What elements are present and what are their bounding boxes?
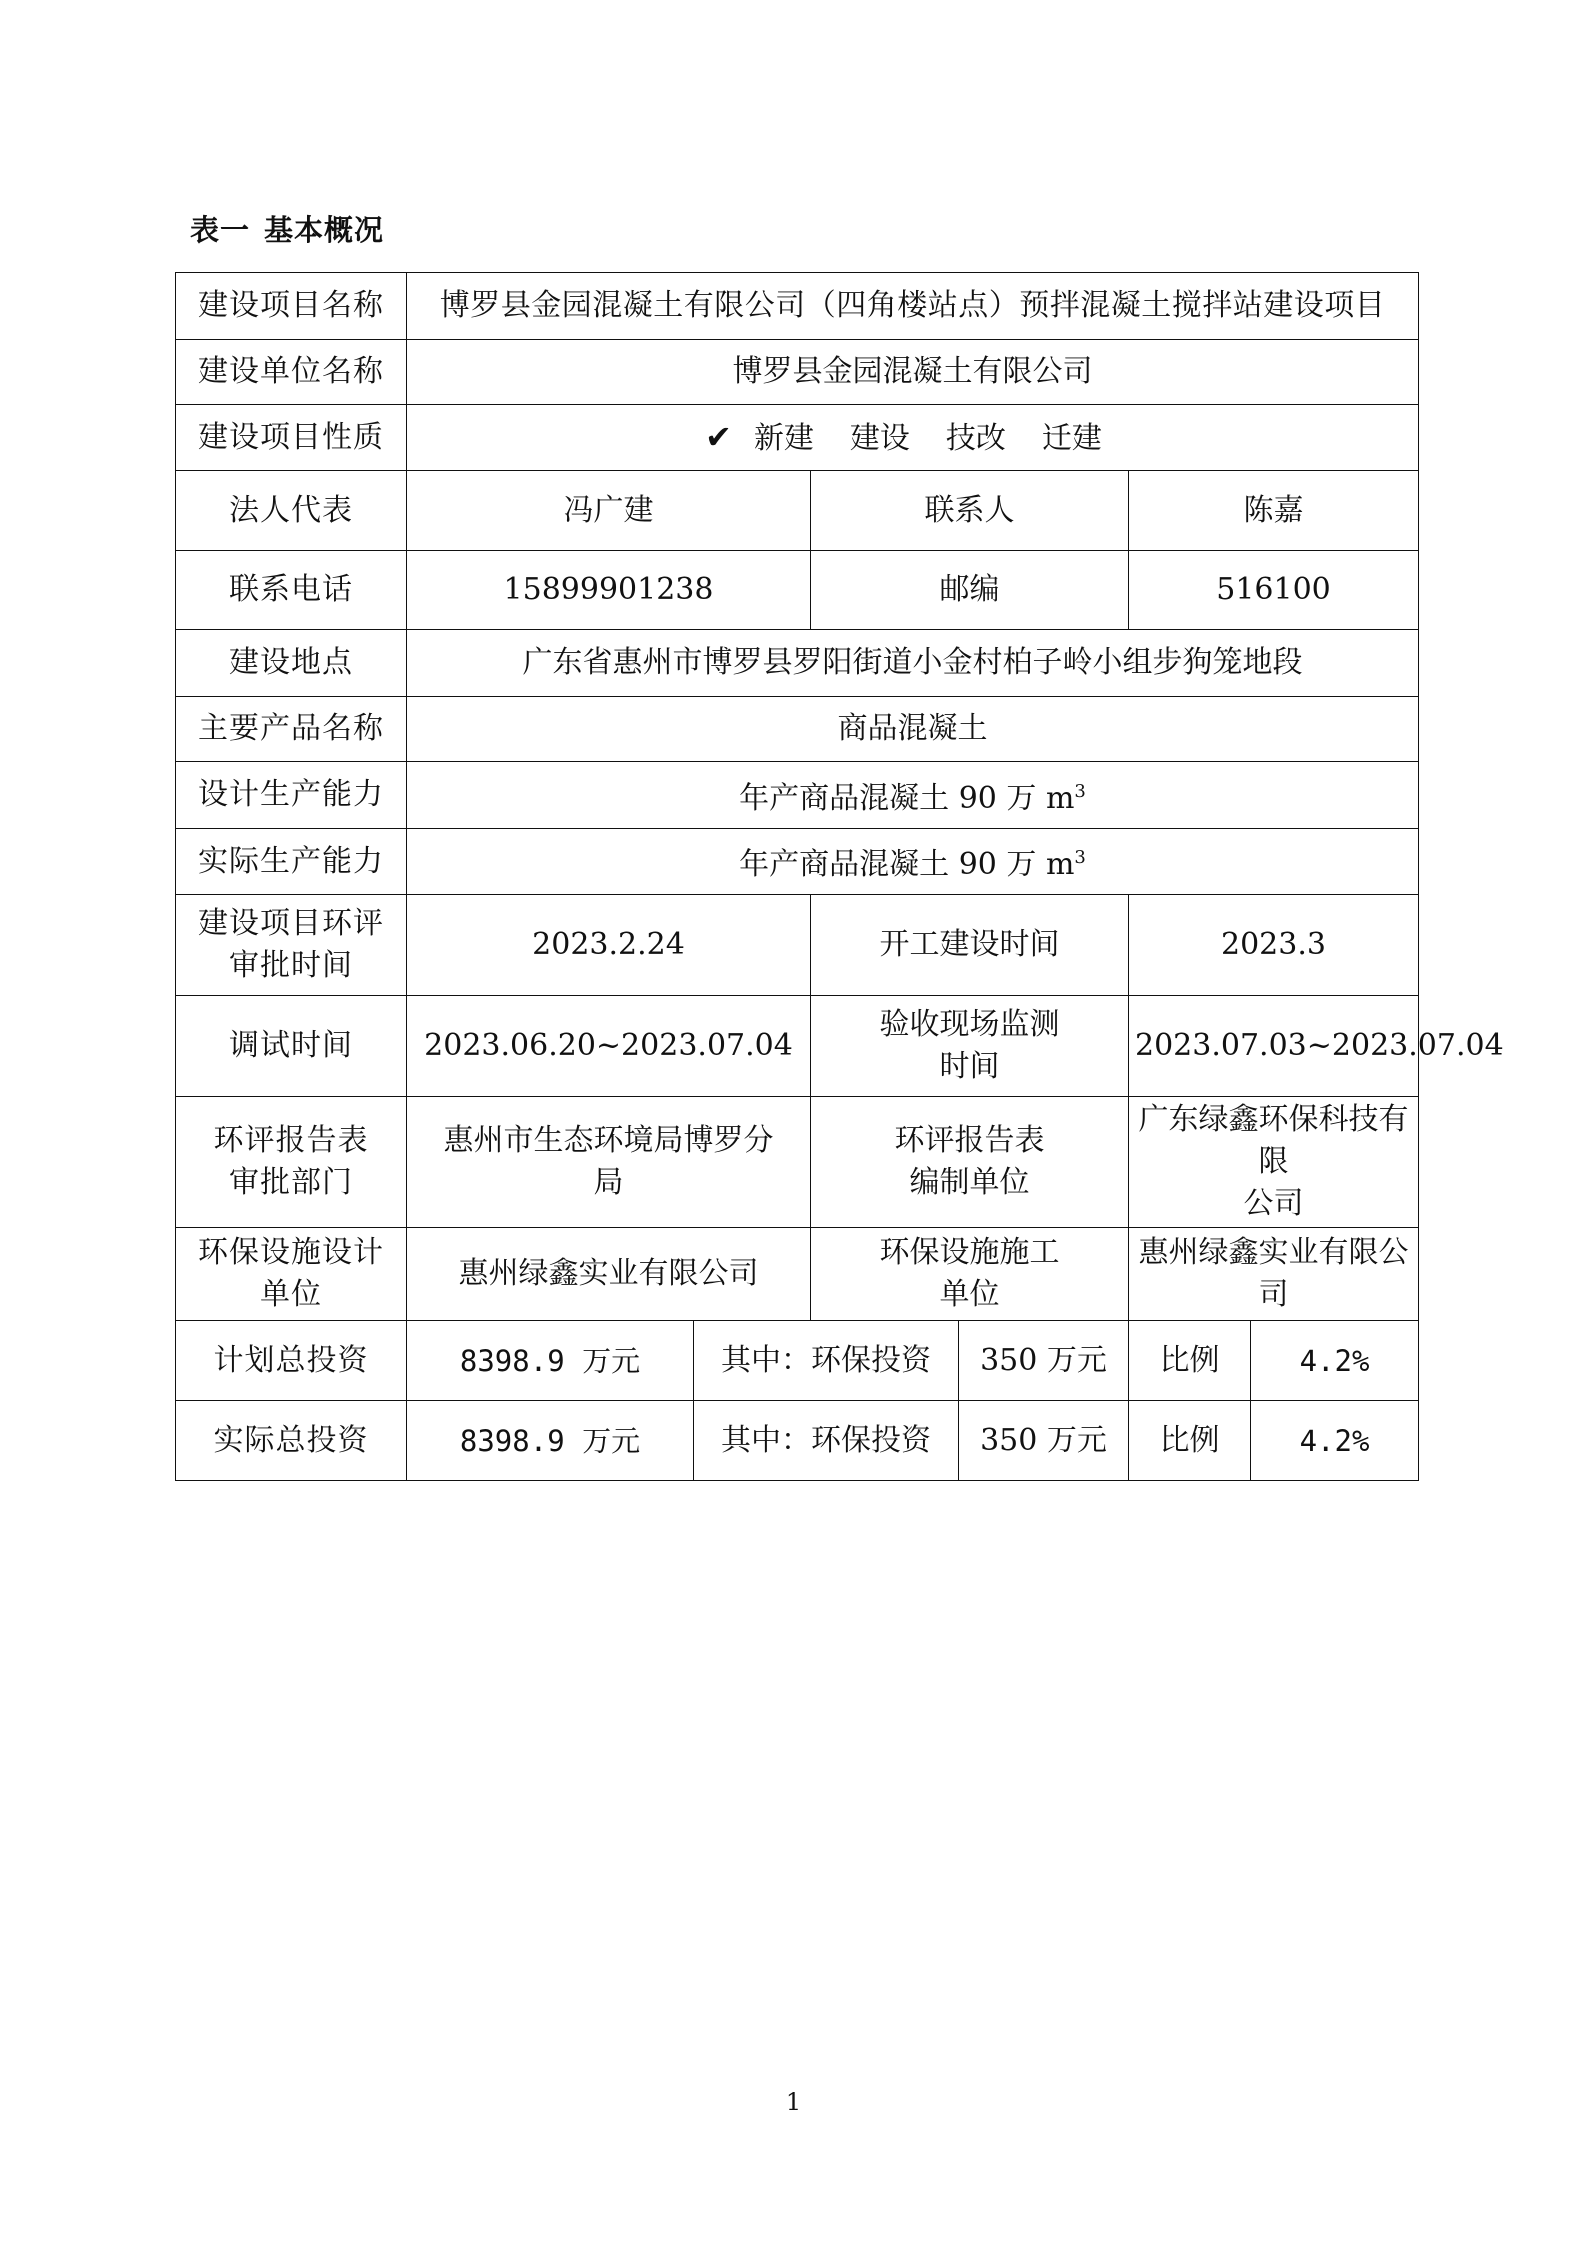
eia-dept-value	[407, 1097, 811, 1228]
start-construction-label: 开工建设时间	[811, 895, 1129, 996]
table-row	[176, 1401, 1419, 1481]
nature-options	[407, 405, 1419, 471]
nature-label: 建设项目性质	[176, 405, 407, 471]
eia-approval-label	[176, 895, 407, 996]
monitoring-label-line1: 验收现场监测	[879, 1007, 1060, 1042]
eia-approval-value: 2023.2.24	[407, 895, 811, 996]
nature-option-upgrade: 技改	[945, 420, 1006, 456]
table-number: 表一	[190, 213, 251, 247]
table-row	[176, 1228, 1419, 1321]
table-row	[176, 1097, 1419, 1228]
nature-option-new: 新建	[753, 420, 814, 456]
unit-name-value: 博罗县金园混凝土有限公司	[407, 340, 1419, 405]
eia-approval-label-line1: 建设项目环评	[198, 906, 384, 941]
location-value: 广东省惠州市博罗县罗阳街道小金村柏子岭小组步狗笼地段	[407, 630, 1419, 697]
legal-rep-value: 冯广建	[407, 471, 811, 551]
actual-invest-label: 实际总投资	[176, 1401, 407, 1481]
postcode-value: 516100	[1129, 551, 1419, 630]
table-title: 基本概况	[264, 213, 385, 247]
eia-compiler-label	[811, 1097, 1129, 1228]
monitoring-value: 2023.07.03~2023.07.04	[1129, 996, 1419, 1097]
table-row	[176, 551, 1419, 630]
table-row	[176, 1321, 1419, 1401]
eia-dept-label-line2: 审批部门	[229, 1165, 353, 1200]
product-value: 商品混凝土	[407, 697, 1419, 762]
actual-ratio-value: 4.2%	[1251, 1401, 1419, 1481]
env-construction-label	[811, 1228, 1129, 1321]
table-row	[176, 405, 1419, 471]
debug-value: 2023.06.20~2023.07.04	[407, 996, 811, 1097]
actual-env-invest-label: 其中：环保投资	[694, 1401, 959, 1481]
phone-label: 联系电话	[176, 551, 407, 630]
eia-dept-label	[176, 1097, 407, 1228]
actual-invest-total: 8398.9 万元	[407, 1401, 694, 1481]
planned-env-invest-label: 其中：环保投资	[694, 1321, 959, 1401]
eia-compiler-value-line1: 广东绿鑫环保科技有限	[1138, 1102, 1409, 1179]
eia-compiler-label-line2: 编制单位	[909, 1165, 1030, 1200]
debug-label: 调试时间	[176, 996, 407, 1097]
phone-value: 15899901238	[407, 551, 811, 630]
planned-invest-label: 计划总投资	[176, 1321, 407, 1401]
project-name-value: 博罗县金园混凝土有限公司（四角楼站点）预拌混凝土搅拌站建设项目	[407, 273, 1419, 340]
table-row	[176, 340, 1419, 405]
table-row	[176, 762, 1419, 829]
table-row	[176, 829, 1419, 895]
actual-capacity-label: 实际生产能力	[176, 829, 407, 895]
actual-capacity-value: 年产商品混凝土 90 万 m	[739, 847, 1075, 882]
actual-capacity-cell	[407, 829, 1419, 895]
contact-label: 联系人	[811, 471, 1129, 551]
planned-ratio-value: 4.2%	[1251, 1321, 1419, 1401]
table-row	[176, 630, 1419, 697]
design-capacity-cell	[407, 762, 1419, 829]
legal-rep-label: 法人代表	[176, 471, 407, 551]
table-row	[176, 273, 1419, 340]
table-row	[176, 996, 1419, 1097]
eia-dept-label-line1: 环评报告表	[213, 1123, 369, 1158]
env-construction-label-line2: 单位	[939, 1277, 1000, 1312]
table-row	[176, 895, 1419, 996]
page-heading	[190, 208, 384, 249]
checkmark-icon: ✔	[705, 417, 732, 456]
page-number: 1	[785, 2088, 802, 2116]
contact-value: 陈嘉	[1129, 471, 1419, 551]
table-row	[176, 697, 1419, 762]
planned-invest-total: 8398.9 万元	[407, 1321, 694, 1401]
eia-approval-label-line2: 审批时间	[229, 948, 353, 983]
postcode-label: 邮编	[811, 551, 1129, 630]
env-construction-label-line1: 环保设施施工	[879, 1235, 1060, 1270]
project-name-label: 建设项目名称	[176, 273, 407, 340]
design-capacity-label: 设计生产能力	[176, 762, 407, 829]
env-design-label	[176, 1228, 407, 1321]
nature-option-relocate: 迁建	[1041, 420, 1102, 456]
actual-env-invest-value: 350 万元	[959, 1401, 1129, 1481]
env-construction-value: 惠州绿鑫实业有限公司	[1129, 1228, 1419, 1321]
planned-ratio-label: 比例	[1129, 1321, 1251, 1401]
product-label: 主要产品名称	[176, 697, 407, 762]
design-capacity-unit-sup: 3	[1074, 780, 1086, 802]
start-construction-value: 2023.3	[1129, 895, 1419, 996]
actual-ratio-label: 比例	[1129, 1401, 1251, 1481]
eia-dept-value-line2: 局	[593, 1165, 624, 1200]
nature-option-build: 建设	[849, 420, 910, 456]
unit-name-label: 建设单位名称	[176, 340, 407, 405]
design-capacity-value: 年产商品混凝土 90 万 m	[739, 780, 1075, 816]
env-design-label-line2: 单位	[260, 1277, 322, 1312]
location-label: 建设地点	[176, 630, 407, 697]
table-row	[176, 471, 1419, 551]
planned-env-invest-value: 350 万元	[959, 1321, 1129, 1401]
eia-compiler-value	[1129, 1097, 1419, 1228]
monitoring-label-line2: 时间	[939, 1049, 1000, 1084]
eia-compiler-value-line2: 公司	[1243, 1186, 1304, 1221]
eia-compiler-label-line1: 环评报告表	[894, 1123, 1045, 1158]
eia-dept-value-line1: 惠州市生态环境局博罗分	[443, 1123, 774, 1158]
env-design-label-line1: 环保设施设计	[198, 1235, 384, 1270]
actual-capacity-unit-sup: 3	[1074, 847, 1086, 868]
monitoring-label	[811, 996, 1129, 1097]
env-design-value: 惠州绿鑫实业有限公司	[407, 1228, 811, 1321]
basic-info-table	[175, 272, 1504, 1481]
